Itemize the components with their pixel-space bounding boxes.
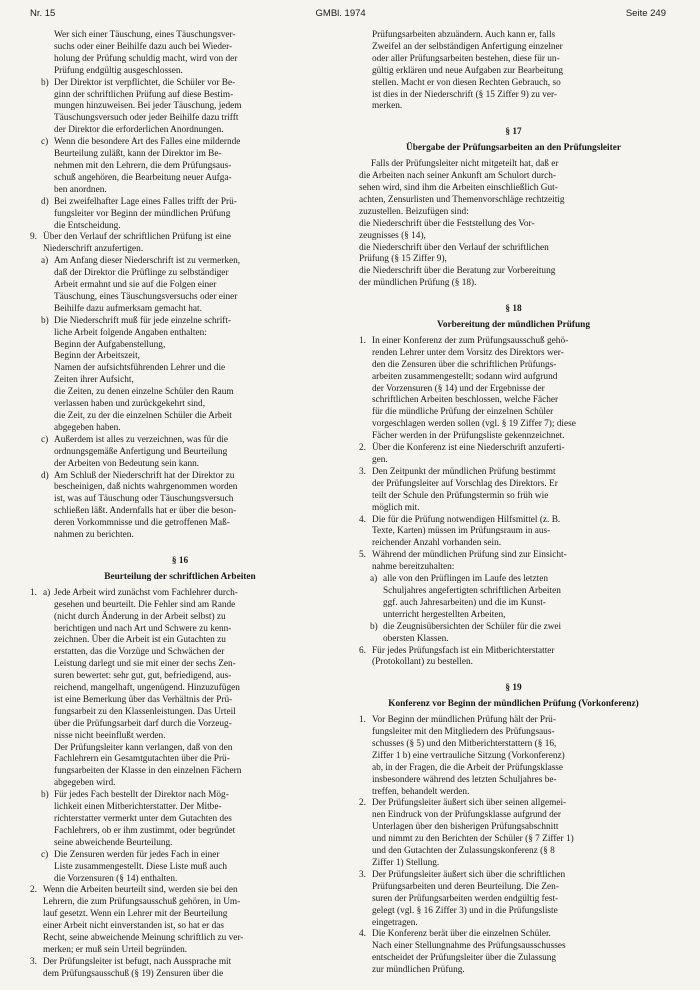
text-line: Beihilfe dazu aufmerksam gemacht hat. [54, 303, 202, 314]
text-line: Über den Verlauf der schriftlichen Prüfung ist eine [43, 232, 232, 243]
text-line: nahme bereitzuhalten: [372, 562, 455, 573]
text-line: Fachlehrern ein Gesamtgutachten über die Prü- [54, 754, 230, 765]
text-line: Der Prüfungsleiter kann verlangen, daß von den [54, 742, 233, 753]
text-line: Arbeit ermahnt und sie auf die Folgen einer [54, 280, 217, 291]
text-line: und nimmt zu den Berichten der Schüler (§ 7 Ziffer 1) [372, 834, 574, 845]
text-line: schriftlichen Arbeiten beschlossen, welche Fächer [372, 395, 559, 406]
list-item [30, 137, 330, 197]
text-line: für die mündliche Prüfung der einzelnen Schüler [372, 407, 554, 418]
text-line: die Vorzensuren (§ 14) enthalten. [54, 873, 178, 884]
text-line: Fachlehrers, ob er ihm zustimmt, oder begründet [54, 825, 236, 836]
section-heading [359, 683, 668, 711]
text-line: Über die Konferenz ist eine Niederschrift anzuferti- [372, 443, 565, 454]
text-line: dem Prüfungsausschuß (§ 19) Zensuren über die [43, 968, 224, 979]
list-item [359, 622, 668, 646]
text-line: entscheidet der Prüfungsleiter über die Zulassung [372, 953, 557, 964]
page-number: Seite 249 [625, 8, 666, 19]
text-line: teilt der Schule den Prüfungstermin so früh wie [372, 490, 549, 501]
text-line: ist dies in der Niederschrift (§ 15 Ziffer 9) zu ver- [372, 89, 557, 100]
list-item [359, 550, 668, 574]
list-item [359, 798, 668, 869]
list-item [30, 232, 330, 256]
text-line: der mündlichen Prüfung (§ 18). [359, 278, 477, 289]
text-line: schuß angehören, die Bearbeitung neuer Aufga- [54, 172, 232, 183]
text-line: ist eine Bemerkung über das Verhältnis der Prü- [54, 694, 233, 705]
text-line: die Niederschrift über die Beratung zur Vorbereitung [359, 266, 556, 277]
text-line: Die für die Prüfung notwendigen Hilfsmittel (z. B. [372, 514, 561, 525]
text-line: Während der mündlichen Prüfung sind zur Einsicht- [372, 550, 567, 561]
list-item [30, 30, 330, 78]
list-item [30, 197, 330, 233]
list-item [359, 715, 668, 798]
item-number: 1. [359, 335, 366, 346]
text-line: Am Anfang dieser Niederschrift ist zu vermerken, [54, 256, 241, 267]
text-line: Leistung darlegt und sie mit einer der sechs Zen- [54, 659, 236, 670]
text-line: Am Schluß der Niederschrift hat der Direktor zu [54, 470, 235, 481]
item-number: b) [41, 77, 49, 88]
text-line: Wer sich einer Täuschung, eines Täuschungsver- [54, 30, 236, 40]
item-number: 2. [30, 885, 37, 896]
item-subnumber: a) [43, 587, 51, 598]
item-number: b) [41, 315, 49, 326]
text-line: die Arbeiten nach seiner Ankunft am Schulort durch- [359, 171, 556, 182]
item-number: c) [41, 434, 49, 445]
text-line: die Zeit, zu der die einzelnen Schüler die Arbeit [54, 411, 232, 421]
item-number: 3. [30, 956, 37, 967]
text-line: Prüfungsarbeiten abzuändern. Auch kann er, falls [372, 30, 556, 40]
item-number: 3. [359, 466, 366, 477]
list-item [359, 870, 668, 930]
text-line: seine abweichende Beurteilung. [54, 837, 173, 848]
text-line: ben anordnen. [54, 184, 107, 195]
section-number: § 17 [505, 127, 522, 138]
text-line: renden Lehrer unter dem Vorsitz des Direktors wer- [372, 347, 564, 358]
text-line: reichend, mangelhaft, ungenügend. Hinzuzufügen [54, 683, 240, 694]
text-line: Die Niederschrift muß für jede einzelne schrift- [54, 315, 232, 326]
section-number: § 16 [171, 555, 189, 566]
list-item [359, 574, 668, 622]
text-line: unterricht hergestellten Arbeiten, [383, 609, 506, 620]
list-item [359, 467, 668, 515]
text-line: vorgeschlagen werden sollen (vgl. § 19 Ziffer 7); diese [372, 419, 576, 430]
text-line: die Zeugnisübersichten der Schüler für die zwei [383, 621, 562, 632]
text-line: daß der Direktor die Prüflinge zu selbständiger [54, 268, 229, 279]
text-line: Liste zusammengestellt. Diese Liste muß auch [54, 861, 227, 872]
publication-title: GMBl. 1974 [315, 8, 366, 19]
text-line: die Zeiten, zu denen einzelne Schüler den Raum [54, 387, 234, 398]
text-line: oder aller Prüfungsarbeiten bestehen, diese für un- [372, 53, 560, 64]
text-line: Ziffer 1 b) eine vertrauliche Sitzung (Vorkonferenz) [372, 750, 565, 761]
text-line: gesehen und beurteilt. Die Fehler sind am Rande [54, 599, 236, 610]
text-line: abgegeben wird. [54, 778, 116, 789]
text-line: suchs oder einer Beihilfe dazu auch bei Wieder- [54, 41, 233, 52]
text-line: Der Prüfungsleiter äußert sich über die schriftlichen [372, 869, 566, 880]
text-line: Die Zensuren werden für jedes Fach in einer [54, 849, 220, 860]
item-number: d) [41, 196, 49, 207]
item-number: 1. [30, 587, 37, 598]
text-line: der Direktor die erforderlichen Anordnungen. [54, 125, 224, 136]
text-line: reichender Anzahl vorhanden sein. [372, 538, 502, 549]
item-number: 1. [359, 715, 366, 726]
text-line: ggf. auch Jahresarbeiten) und die im Kunst- [383, 597, 546, 608]
text-line: Bei zweifelhafter Lage eines Falles trifft der Prü- [54, 196, 237, 207]
item-number: a) [370, 574, 378, 585]
text-line: deren Vorkommnisse und die getroffenen Maß- [54, 518, 230, 529]
text-line: lichkeit einen Mitberichterstatter. Der Mitbe- [54, 802, 222, 813]
text-line: der Vorzensuren (§ 14) und der Ergebnisse der [372, 383, 545, 394]
section-number: § 19 [505, 683, 522, 694]
text-line: Der Direktor ist verpflichtet, die Schüler vor Be- [54, 77, 236, 88]
section-title: Vorbereitung der mündlichen Prüfung [437, 320, 590, 331]
list-item [359, 515, 668, 551]
text-line: richterstatter vermerkt unter dem Gutachten des [54, 814, 232, 824]
list-item [359, 336, 668, 443]
item-number: 2. [359, 443, 366, 454]
text-line: (Protokollant) zu bestellen. [372, 657, 473, 668]
list-item [359, 929, 668, 977]
text-line: Nach einer Stellungnahme des Prüfungsausschusses [372, 941, 566, 952]
text-line: und den Gutachten der Zulassungskonferenz (§ 8 [372, 846, 555, 857]
text-line: Zeiten ihrer Aufsicht, [54, 375, 134, 386]
text-line: Den Zeitpunkt der mündlichen Prüfung bestimmt [372, 466, 556, 477]
text-line: Prüfung endgültig ausgeschlossen. [54, 65, 183, 76]
list-item [30, 435, 330, 471]
text-line: ginn der schriftlichen Prüfung auf diese Bestim- [54, 89, 234, 100]
list-item [359, 443, 668, 467]
text-line: die Niederschrift über den Verlauf der schriftlichen [359, 242, 549, 253]
section-number: § 18 [505, 304, 522, 315]
list-item [30, 957, 330, 981]
item-number: a) [41, 256, 49, 267]
text-line: merken; er muß sein Urteil begründen. [43, 944, 188, 955]
text-line: berichtigen und nach Art und Schwere zu kenn- [54, 623, 232, 634]
text-line: die Entscheidung. [54, 220, 121, 231]
text-line: Zweifel an der selbständigen Anfertigung einzelner [372, 41, 563, 52]
list-item [30, 790, 330, 850]
text-line: Beurteilung zuläßt, kann der Direktor im Be- [54, 149, 222, 160]
text-line: Für jedes Fach bestellt der Direktor nach Mög- [54, 790, 229, 801]
text-line: über die Prüfungsarbeit darf durch die Vorzeug- [54, 718, 232, 729]
text-line: der Prüfungsleiter auf Vorschlag des Direktors. Er [372, 478, 558, 489]
text-line: Wenn die Arbeiten beurteilt sind, werden sie bei den [43, 885, 238, 896]
text-line: Außerdem ist alles zu verzeichnen, was für die [54, 434, 228, 445]
item-number: 4. [359, 514, 366, 525]
text-line: Prüfung (§ 15 Ziffer 9), [359, 254, 447, 265]
text-line: Lehrern, die zum Prüfungsausschuß gehören, in Um- [43, 897, 241, 908]
text-line: fungsleiter vor Beginn der mündlichen Prüfung [54, 208, 231, 219]
text-line: den die Zensuren über die schriftlichen Prüfungs- [372, 359, 557, 370]
text-line: mungen hinzuweisen. Bei jeder Täuschung, jedem [54, 101, 242, 112]
text-line: Für jedes Prüfungsfach ist ein Mitberichterstatter [372, 645, 555, 656]
section-title: Übergabe der Prüfungsarbeiten an den Prüfungsleiter [406, 143, 621, 154]
text-line: sehen wird, sind ihm die Arbeiten einschließlich Gut- [359, 182, 558, 193]
text-line: Ziffer 1) Stellung. [372, 858, 440, 868]
list-item [359, 646, 668, 670]
text-line: Unterlagen über den bisherigen Prüfungsabschnitt [372, 822, 559, 833]
text-line: Schuljahres angefertigten schriftlichen Arbeiten [383, 585, 561, 596]
text-line: Recht, seine abweichende Meinung schriftlich zu ver- [43, 933, 244, 944]
text-line: lauf gesetzt. Wenn ein Lehrer mit der Beurteilung [43, 909, 228, 920]
section-title: Konferenz vor Beginn der mündlichen Prüfung (Vorkonferenz) [388, 699, 639, 710]
text-line: zeugnisses (§ 14), [359, 230, 426, 241]
text-line: (nicht durch Änderung in der Arbeit selbst) zu [54, 611, 226, 622]
text-line: nahmen zu berichten. [54, 530, 134, 541]
text-line: stellen. Macht er von diesen Rechten Gebrauch, so [372, 77, 561, 88]
item-number: c) [41, 137, 49, 148]
list-item [30, 471, 330, 542]
right-column [359, 30, 668, 977]
item-number: 3. [359, 869, 366, 880]
text-line: einer Arbeit nicht einverstanden ist, so hat er das [43, 921, 224, 932]
issue-number: Nr. 15 [30, 8, 56, 19]
item-number: d) [41, 470, 49, 481]
text-line: Die Konferenz berät über die einzelnen Schüler. [372, 929, 551, 940]
item-number: 9. [30, 232, 37, 243]
text-line: möglich mit. [372, 502, 420, 513]
section-title: Beurteilung der schriftlichen Arbeiten [104, 571, 256, 582]
text-line: Namen der aufsichtsführenden Lehrer und die [54, 363, 226, 374]
page-header [30, 8, 666, 22]
text-line: nisse nicht beeinflußt werden. [54, 730, 166, 741]
list-item [30, 588, 330, 790]
text-line: Beginn der Aufgabenstellung, [54, 339, 166, 350]
text-line: Der Prüfungsleiter äußert sich über seinen allgemei- [372, 798, 567, 809]
text-line: verlassen haben und zurückgekehrt sind, [54, 399, 206, 410]
text-line: Niederschrift anzufertigen. [43, 244, 144, 255]
item-number: 6. [359, 645, 366, 656]
text-line: erstatten, das die Vorzüge und Schwächen der [54, 647, 225, 658]
text-line: zeichnen. Über die Arbeit ist ein Gutachten zu [54, 635, 226, 646]
section-heading [30, 556, 330, 584]
list-item [359, 30, 668, 113]
text-line: Prüfungsarbeiten und deren Beurteilung. Die Zen- [372, 881, 559, 892]
text-line: abgegeben haben. [54, 422, 121, 433]
text-line: fungsarbeiten der Klasse in den einzelnen Fächern [54, 766, 242, 777]
text-line: obersten Klassen. [383, 633, 449, 644]
left-column [30, 30, 330, 981]
text-line: die Niederschrift über die Feststellung des Vor- [359, 218, 535, 229]
section-heading [359, 127, 668, 155]
text-line: alle von den Prüflingen im Laufe des letzten [383, 574, 548, 585]
list-item [30, 256, 330, 316]
text-line: liche Arbeit folgende Angaben enthalten: [54, 327, 207, 338]
text-line: In einer Konferenz der zum Prüfungsausschuß gehö- [372, 335, 569, 346]
text-line: merken. [372, 101, 403, 112]
item-number: 2. [359, 798, 366, 809]
text-line: arbeiten zusammengestellt; sodann wird aufgrund [372, 371, 558, 382]
text-line: Texte, Karten) müssen im Prüfungsraum in aus- [372, 526, 551, 537]
text-line: holung der Prüfung schuldig macht, wird von der [54, 53, 238, 64]
item-number: c) [41, 849, 49, 860]
text-line: schließen läßt. Andernfalls hat er über die beson- [54, 506, 237, 517]
list-item [30, 316, 330, 435]
text-line: fungsleiter mit den Mitgliedern des Prüfungsaus- [372, 727, 555, 738]
text-line: schusses (§ 5) und den Mitberichterstattern (§ 16, [372, 738, 557, 749]
text-line: insbesondere während des letzten Schuljahres be- [372, 774, 557, 785]
text-line: Täuschungsversuch oder jeder Beihilfe dazu trifft [54, 113, 239, 124]
text-line: suren der Prüfungsarbeiten werden endgültig fest- [372, 893, 559, 904]
text-line: Jede Arbeit wird zunächst vom Fachlehrer durch- [54, 587, 238, 598]
text-line: gen. [372, 455, 388, 465]
text-line: Fächer werden in der Prüfungsliste gekennzeichnet. [372, 431, 565, 442]
text-line: Falls der Prüfungsleiter nicht mitgeteilt hat, daß er [371, 159, 559, 170]
text-line: Der Prüfungsleiter ist befugt, nach Aussprache mit [43, 956, 232, 967]
text-line: treffen, behandelt werden. [372, 786, 470, 797]
text-line: zur mündlichen Prüfung. [372, 965, 465, 976]
section-heading [359, 304, 668, 332]
item-number: 4. [359, 929, 366, 940]
text-line: gelegt (vgl. § 16 Ziffer 3) und in die Prüfungsliste [372, 905, 558, 916]
text-line: bescheinigen, daß nichts wahrgenommen worden [54, 482, 238, 493]
list-item [30, 885, 330, 956]
text-line: Vor Beginn der mündlichen Prüfung hält der Prü- [372, 715, 556, 726]
text-line: der Arbeiten von Bedeutung sein kann. [54, 458, 200, 469]
text-line: ab, in der Fragen, die die Arbeit der Prüfungsklasse [372, 762, 564, 773]
text-line: achten, Zensurlisten und Themenvorschläge rechtzeitig [359, 194, 565, 205]
text-line: nen Eindruck von der Prüfungsklasse aufgrund der [372, 810, 561, 821]
list-item [30, 78, 330, 138]
item-number: 5. [359, 550, 366, 561]
text-line: gültig erklären und neue Aufgaben zur Bearbeitung [372, 65, 564, 76]
paragraph [359, 159, 668, 290]
item-number: b) [41, 790, 49, 801]
text-line: Täuschung, eines Täuschungsversuchs oder einer [54, 291, 238, 302]
text-line: Beginn der Arbeitszeit, [54, 351, 140, 362]
text-line: Wenn die besondere Art des Falles eine mildernde [54, 137, 241, 148]
text-line: ist, was auf Täuschung oder Täuschungsversuch [54, 494, 234, 505]
item-number: b) [370, 621, 378, 632]
text-line: ordnungsgemäße Anfertigung und Beurteilung [54, 446, 228, 457]
text-line: eingetragen. [372, 917, 418, 928]
text-line: nehmen mit den Lehrern, die dem Prüfungsaus- [54, 160, 232, 171]
text-line: fungsarbeit zu den Klassenleistungen. Das Urteil [54, 706, 236, 717]
text-line: zuzustellen. Beizufügen sind: [359, 206, 469, 217]
text-line: suren bewertet: sehr gut, gut, befriedigend, aus- [54, 671, 232, 682]
list-item [30, 850, 330, 886]
